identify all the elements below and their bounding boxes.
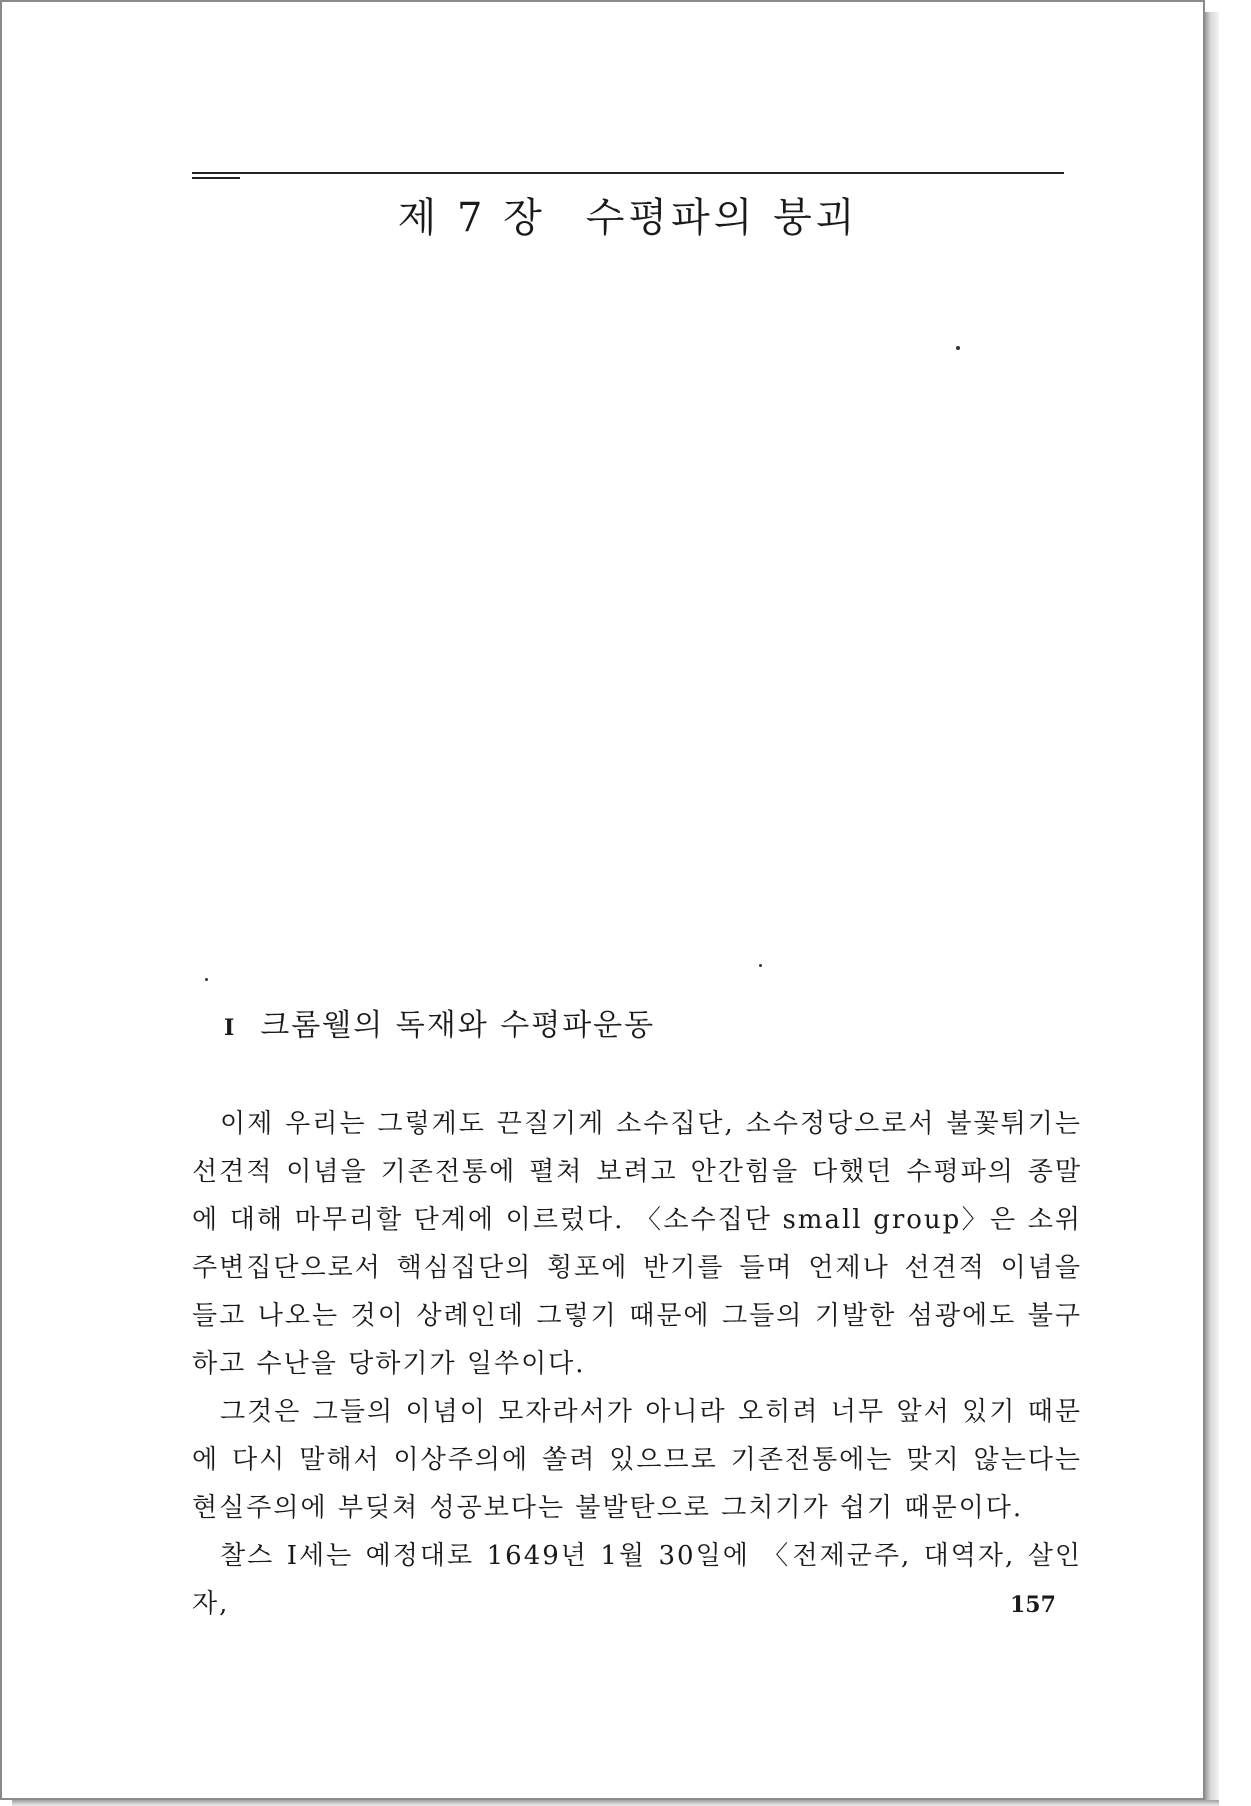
scan-speck <box>205 978 208 981</box>
chapter-subject: 수평파의 붕괴 <box>585 195 859 241</box>
body-text <box>192 1100 1082 1628</box>
section-number: I <box>224 1015 237 1041</box>
chapter-rule-mark <box>192 177 240 179</box>
page-edge-shadow <box>1205 12 1219 1806</box>
scan-speck <box>759 964 762 967</box>
paragraph: 찰스 I세는 예정대로 1649년 1월 30일에 〈전제군주, 대역자, 살인자, <box>192 1541 1082 1619</box>
chapter-title <box>192 190 1064 246</box>
page-number: 157 <box>1010 1592 1056 1618</box>
chapter-rule <box>192 172 1064 174</box>
chapter-number: 제 7 장 <box>397 195 546 241</box>
section-heading <box>224 1004 655 1050</box>
paragraph: 이제 우리는 그렇게도 끈질기게 소수집단, 소수정당으로서 불꽃튀기는 선견적 이념을 기존전통에 펼쳐 보려고 안간힘을 다했던 수평파의 종말에 대해 마무리할 단계에 이르렀다. 〈소수집단 small group〉은 소위 주변집단으로서 핵심집단의 횡포에 반기를 들며 언제나 선견적 이념을 들고 나오는 것이 상례인데 그렇기 때문에 그들의 기발한 섬광에도 불구하고 수난을 당하기가 일쑤이다. <box>192 1109 1082 1379</box>
section-title: 크롬웰의 독재와 수평파운동 <box>260 1008 656 1043</box>
paragraph: 그것은 그들의 이념이 모자라서가 아니라 오히려 너무 앞서 있기 때문에 다시 말해서 이상주의에 쏠려 있으므로 기존전통에는 맞지 않는다는 현실주의에 부딪쳐 성공보다는 불발탄으로 그치기가 쉽기 때문이다. <box>192 1397 1082 1523</box>
page-edge-shadow <box>12 1800 1219 1806</box>
scan-speck <box>956 346 960 350</box>
